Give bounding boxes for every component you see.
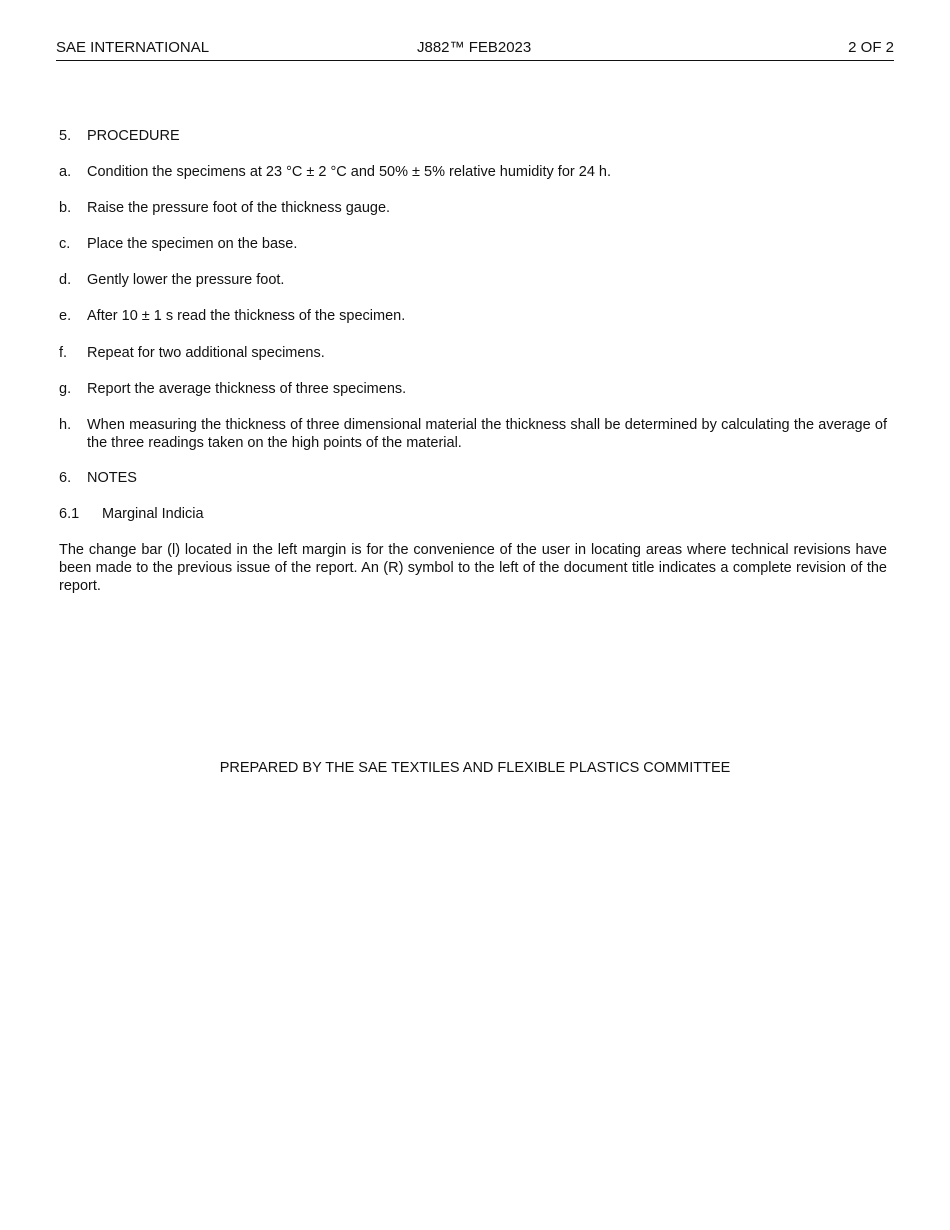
section-title: NOTES [87,470,137,486]
step-label: g. [59,381,72,397]
section-6-heading [59,469,887,487]
procedure-step [59,344,887,362]
page-header [56,38,894,61]
procedure-step [59,380,887,398]
procedure-step [59,199,887,217]
step-label: f. [59,345,68,361]
step-label: h. [59,417,72,433]
step-text: When measuring the thickness of three dimensional material the thickness shall be determined by calculating the average of the three readings taken on the high points of the material. [87,417,887,451]
subsection-number: 6.1 [59,506,80,522]
header-page-number: 2 OF 2 [848,39,894,56]
header-doc-id: J882™ FEB2023 [417,39,532,56]
procedure-step [59,163,887,181]
subsection-title: Marginal Indicia [102,506,204,522]
header-org: SAE INTERNATIONAL [56,39,210,56]
procedure-step [59,307,887,325]
step-label: b. [59,200,72,216]
step-text: Repeat for two additional specimens. [87,345,325,361]
step-text: Raise the pressure foot of the thickness gauge. [87,200,391,216]
prepared-by-line: PREPARED BY THE SAE TEXTILES AND FLEXIBLE PLASTICS COMMITTEE [219,760,731,776]
step-text: After 10 ± 1 s read the thickness of the specimen. [87,308,406,324]
procedure-step [59,271,887,289]
marginal-indicia-paragraph: The change bar (l) located in the left margin is for the convenience of the user in locating areas where technical revisions have been made to the previous issue of the report. An (R) symbol to the left of the document title indicates a complete revision of the report. [59,542,887,594]
section-5-heading [59,127,887,145]
step-text: Condition the specimens at 23 °C ± 2 °C and 50% ± 5% relative humidity for 24 h. [87,164,612,180]
section-number: 6. [59,470,72,486]
step-text: Place the specimen on the base. [87,236,298,252]
step-label: a. [59,164,72,180]
procedure-step [59,235,887,253]
procedure-step [59,416,887,452]
step-label: c. [59,236,71,252]
section-title: PROCEDURE [87,128,180,144]
step-label: e. [59,308,72,324]
section-number: 5. [59,128,72,144]
step-label: d. [59,272,72,288]
subsection-6-1-heading [59,505,887,523]
step-text: Gently lower the pressure foot. [87,272,285,288]
step-text: Report the average thickness of three specimens. [87,381,407,397]
